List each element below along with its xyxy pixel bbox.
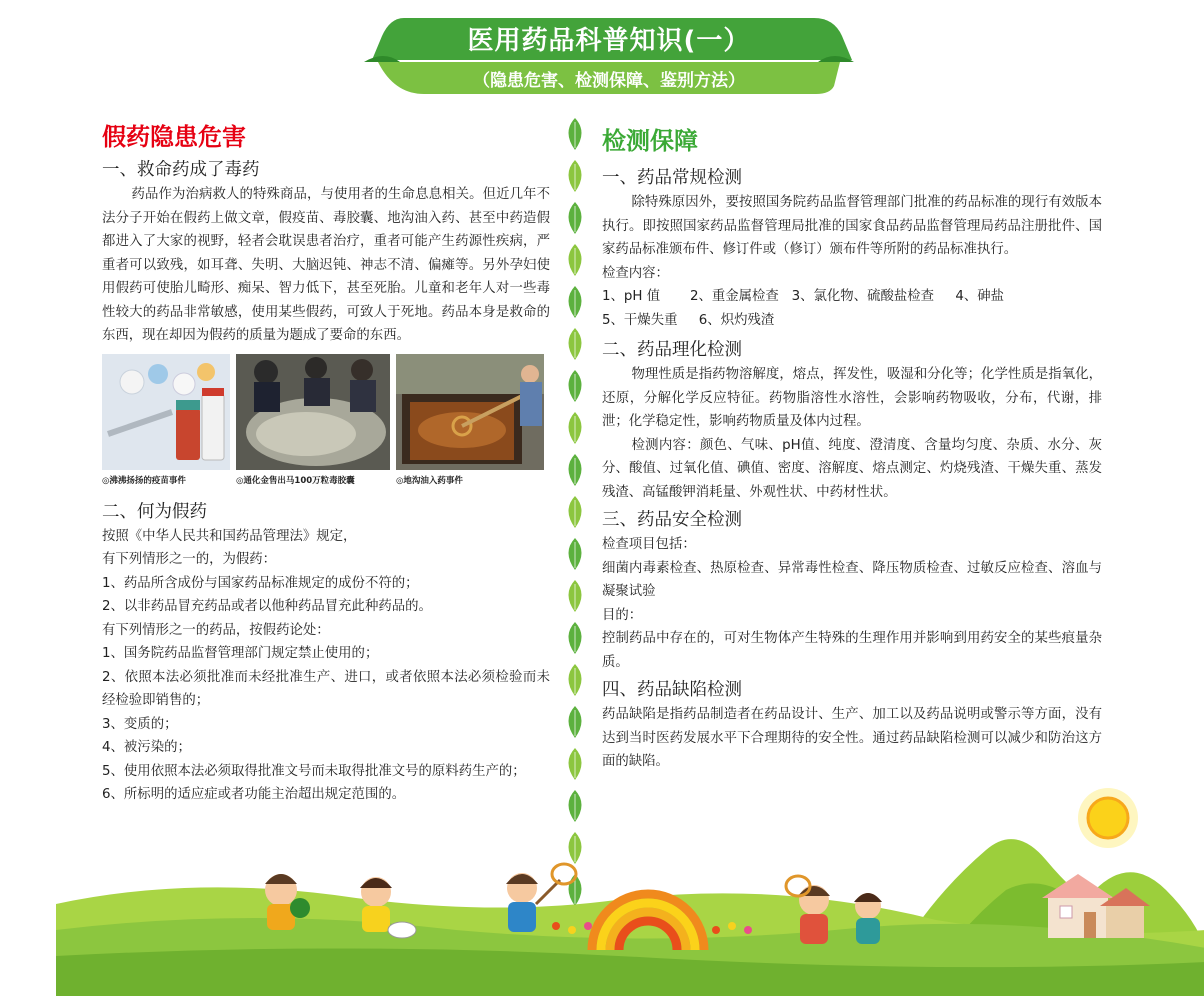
check-items-row-1 [602,285,1102,309]
right-section4-body: 药品缺陷是指药品制造者在药品设计、生产、加工以及药品说明或警示等方面，没有达到当时医药发展水平下合理期待的安全性。通过药品缺陷检测可以减少和防治这方面的缺陷。 [602,707,1102,769]
check-item: 4、砷盐 [955,289,1005,304]
left-heading: 假药隐患危害 [102,123,246,151]
landscape-illustration [56,780,1204,996]
right-section1-title: 一、药品常规检测 [602,168,742,188]
fake-drug-line: 2、以非药品冒充药品或者以他种药品冒充此种药品的。 [102,599,432,614]
fake-drug-line: 5、使用依照本法必须取得批准文号而未取得批准文号的原料药生产的； [102,763,526,779]
check-item: 1、pH 值 [602,289,661,304]
cartoon-scene [56,780,1204,996]
left-section1-title: 一、救命药成了毒药 [102,160,260,180]
fake-drug-line: 有下列情形之一的药品，按假药论处： [102,622,330,638]
right-heading: 检测保障 [602,127,698,155]
caption-capsule: ◎ 通化金售出马100万粒毒胶囊 [236,470,390,492]
capsule-photo [236,354,390,470]
fake-drug-line: 按照《中华人民共和国药品管理法》规定， [102,528,357,544]
fake-drug-line: 6、所标明的适应症或者功能主治超出规定范围的。 [102,787,406,802]
fake-drug-line: 4、被污染的； [102,740,191,755]
check-item: 2、重金属检查 [689,289,779,304]
fake-drug-line: 2、依照本法必须批准而未经批准生产、进口，或者依照本法必须检验而未经检验即销售的； [102,669,550,708]
left-column [102,120,550,807]
gutter-oil-photo [396,354,544,470]
right-section2-body2: 检测内容：颜色、气味、pH值、纯度、澄清度、含量均匀度、杂质、水分、灰分、酸值、过氧化值、碘值、密度、溶解度、熔点测定、灼烧残渣、干燥失重、蒸发残渣、高锰酸钾消耗量、外观性状、中药材性状。 [602,437,1102,500]
right-section1-body: 除特殊原因外，要按照国务院药品监督管理部门批准的药品标准的现行有效版本执行。即按照国家药品监督管理局批准的国家食品药品监督管理局药品注册批件、国家药品标准颁布件、修订件或（修订）颁布件等所附的药品标准执行。 [602,195,1102,257]
safety-check-label: 检查项目包括： [602,537,696,552]
banner-subtitle: （隐患危害、检测保障、鉴别方法） [473,71,745,91]
check-item: 3、氯化物、硫酸盐检查 [791,289,935,304]
fake-drug-line: 1、国务院药品监督管理部门规定禁止使用的； [102,646,379,661]
right-section2-body: 物理性质是指药物溶解度，熔点，挥发性，吸湿和分化等；化学性质是指氧化，还原，分解化学反应特征。药物脂溶性水溶性，会影响药物吸收，分布，代谢，排泄；化学稳定性，影响药物质量及体内过程。 [602,367,1102,429]
safety-check-items: 细菌内毒素检查、热原检查、异常毒性检查、降压物质检查、过敏反应检查、溶血与凝聚试验 [602,560,1102,599]
left-section2-title: 二、何为假药 [102,501,207,522]
fake-drug-line: 有下列情形之一的，为假药： [102,552,277,567]
left-section1-body: 药品作为治病救人的特殊商品，与使用者的生命息息相关。但近几年不法分子开始在假药上做文章，假疫苗、毒胶囊、地沟油入药、甚至中药造假都进入了大家的视野，轻者会耽误患者治疗，重者可能产生药源性疾病，严重者可以致残，如耳聋、失明、大脑迟钝、神志不清、偏瘫等。另外孕妇使用假药可使胎儿畸形、痴呆、智力低下，甚至死胎。儿童和老年人对一些毒性较大的药品非常敏感，使用某些假药，可致人于死地。药品本身是救命的东西，现在却因为假药的质量为题成了要命的东西。 [102,187,550,343]
fake-drug-line: 3、变质的； [102,716,178,732]
check-item: 6、炽灼残渣 [698,312,775,328]
caption-vaccine: ◎ 沸沸扬扬的疫苗事件 [102,470,230,492]
fake-drug-line: 1、药品所含成份与国家药品标准规定的成份不符的； [102,575,419,591]
right-section3-title: 三、药品安全检测 [602,510,742,530]
right-section4-title: 四、药品缺陷检测 [602,680,742,700]
vaccine-photo [102,354,230,470]
right-column [602,124,1102,774]
caption-gutter-oil: ◎ 地沟油入药事件 [396,470,544,492]
check-item: 5、干燥失重 [602,312,678,328]
purpose-label: 目的： [602,607,643,623]
purpose-text: 控制药品中存在的，可对生物体产生特殊的生理作用并影响到用药安全的某些痕量杂质。 [602,631,1102,670]
check-content-label: 检查内容： [602,265,669,281]
photo-captions [102,470,550,492]
right-section2-title: 二、药品理化检测 [602,340,742,360]
photo-strip [102,354,550,470]
title-banner [364,14,854,96]
banner-title: 医用药品科普知识(一） [467,26,751,56]
check-items-row-2 [602,309,1102,333]
